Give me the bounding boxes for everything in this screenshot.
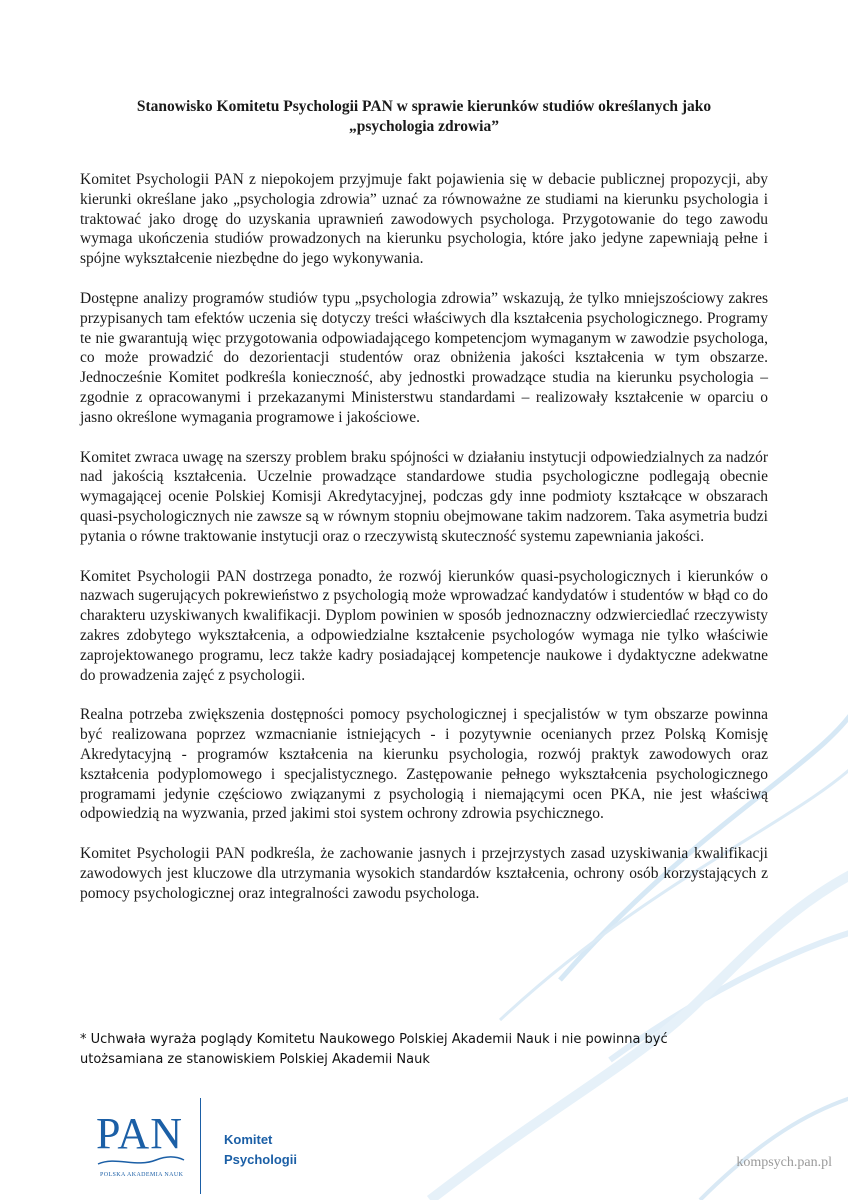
pan-logo-text: PAN xyxy=(96,1109,183,1158)
footnote xyxy=(80,1030,720,1070)
committee-line-1: Komitet xyxy=(224,1132,273,1147)
title-line-2: „psychologia zdrowia” xyxy=(349,118,499,135)
footer-divider xyxy=(200,1098,201,1194)
logo-swoosh-icon xyxy=(96,1154,186,1170)
paragraph-3: Komitet zwraca uwagę na szerszy problem braku spójności w działaniu instytucji odpowiedzialnych za nadzór nad jakością kształcenia. Uczelnie prowadzące standardowe studia psychologiczne podlegają obecnie wymagającej ocenie Polskiej Komisji Akredytacyjnej, podczas gdy inne podmioty kształcące w obszarach quasi-psychologicznych nie zawsze są w równym stopniu obejmowane takim nadzorem. Taka asymetria budzi pytania o równe traktowanie instytucji oraz o rzeczywistą skuteczność systemu zapewniania jakości. xyxy=(80,448,768,545)
website-url: kompsych.pan.pl xyxy=(736,1155,832,1170)
paragraph-2: Dostępne analizy programów studiów typu „psychologia zdrowia” wskazują, że tylko mniejszościowy zakres przypisanych tam efektów uczenia się dotyczy treści właściwych dla kształcenia psychologicznego. Programy te nie gwarantują więc przygotowania odpowiadającego kompetencjom wymaganym w zawodzie psychologa, co może prowadzić do dezorientacji studentów oraz obniżenia jakości kształcenia w tym obszarze. Jednocześnie Komitet podkreśla konieczność, aby jednostki prowadzące studia na kierunku psychologia – zgodnie z opracowanymi i przekazanymi Ministerstwu standardami – realizowały kształcenie w oparciu o jasno określone wymagania programowe i jakościowe. xyxy=(80,289,768,426)
footnote-line-2: utożsamiana ze stanowiskiem Polskiej Akademii Nauk xyxy=(80,1052,430,1067)
committee-line-2: Psychologii xyxy=(224,1152,297,1167)
committee-name xyxy=(224,1130,297,1170)
title-line-1: Stanowisko Komitetu Psychologii PAN w sprawie kierunków studiów określanych jako xyxy=(136,98,712,115)
paragraph-1: Komitet Psychologii PAN z niepokojem przyjmuje fakt pojawienia się w debacie publicznej propozycji, aby kierunki określane jako „psychologia zdrowia” uznać za równoważne ze studiami na kierunku psychologia i traktować jako drogę do uzyskania uprawnień zawodowych psychologa. Przygotowanie do tego zawodu wymaga ukończenia studiów prowadzonych na kierunku psychologia, które jako jedyne zapewniają pełne i spójne wykształcenie niezbędne do jego wykonywania. xyxy=(80,171,768,268)
paragraph-6: Komitet Psychologii PAN podkreśla, że zachowanie jasnych i przejrzystych zasad uzyskiwania kwalifikacji zawodowych jest kluczowe dla utrzymania wysokich standardów kształcenia, ochrony osób korzystających z pomocy psychologicznej oraz integralności zawodu psychologa. xyxy=(80,845,768,902)
page-title xyxy=(80,97,768,137)
statement-body xyxy=(80,170,768,924)
paragraph-5: Realna potrzeba zwiększenia dostępności pomocy psychologicznej i specjalistów w tym obszarze powinna być realizowana poprzez wzmacnianie istniejących - i pozytywnie ocenianych przez Polską Komisję Akredytacyjną - programów kształcenia na kierunku psychologia, rozwój praktyk zawodowych oraz kształcenia podyplomowego i specjalistycznego. Zastępowanie pełnego wykształcenia psychologicznego programami jedynie częściowo związanymi z psychologią i niemającymi ocen PKA, nie jest właściwą odpowiedzią na wyzwania, przed jakimi stoi system ochrony zdrowia psychicznego. xyxy=(80,706,768,823)
footnote-line-1: * Uchwała wyraża poglądy Komitetu Naukowego Polskiej Akademii Nauk i nie powinna być xyxy=(80,1032,668,1047)
pan-logo-subtitle: POLSKA AKADEMIA NAUK xyxy=(100,1172,184,1178)
paragraph-4: Komitet Psychologii PAN dostrzega ponadto, że rozwój kierunków quasi-psychologicznych i kierunków o nazwach sugerujących pokrewieństwo z psychologią może wprowadzać kandydatów i studentów w błąd co do charakteru uzyskiwanych kwalifikacji. Dyplom powinien w sposób jednoznaczny odzwierciedlać rzeczywisty zakres zdobytego wykształcenia, a odpowiedzialne kształcenie psychologów wymaga nie tylko właściwie zaprojektowanego programu, lecz także kadry posiadającej kompetencje naukowe i dydaktyczne adekwatne do prowadzenia zajęć z psychologii. xyxy=(80,567,768,684)
